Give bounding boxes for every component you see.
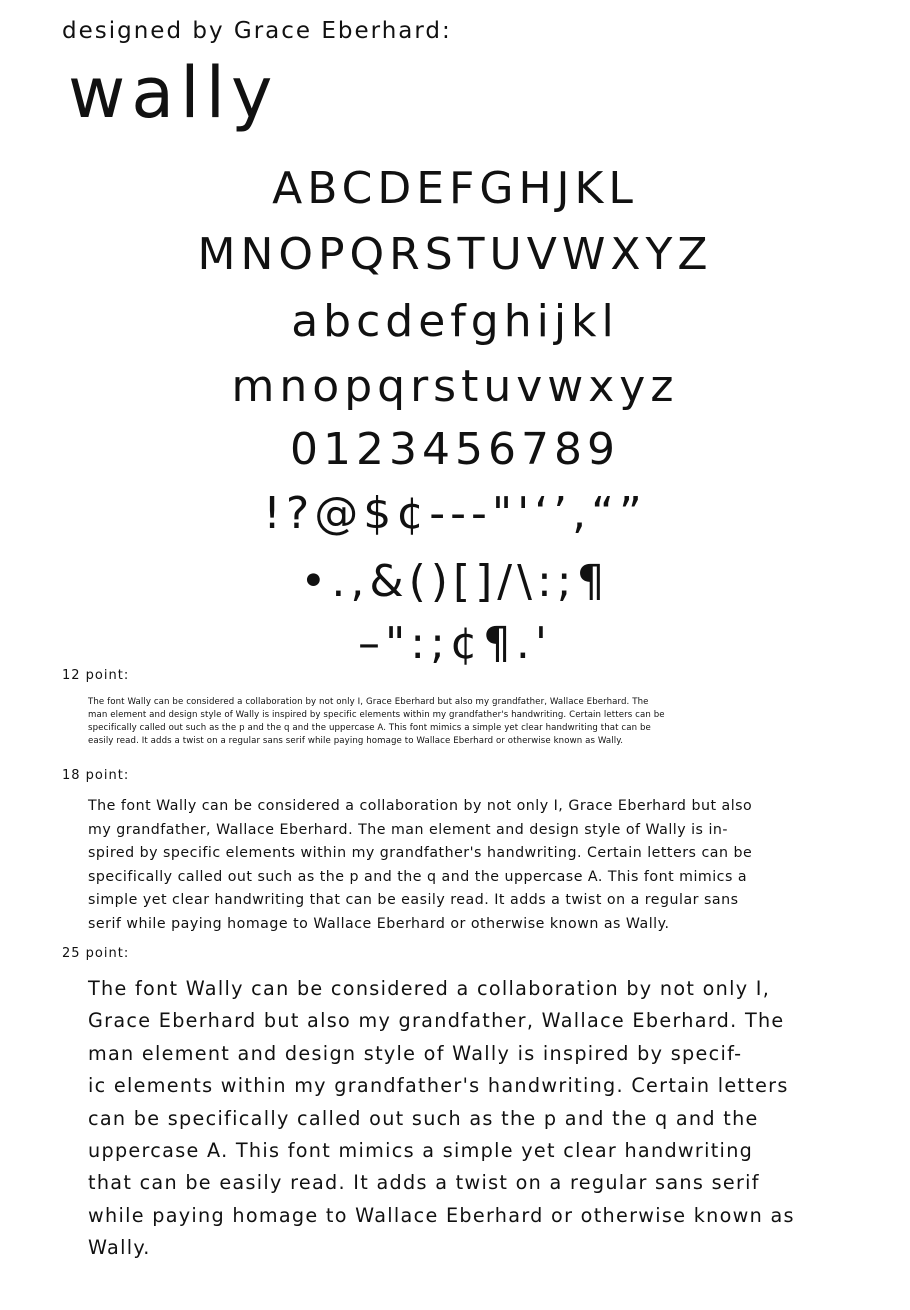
- sample-line: The font Wally can be considered a collaboration by not only I, Grace Eberhard but also my grandfather, Wallace Eberhard. The: [88, 697, 649, 707]
- glyph-row: •.,&()[]/\:;¶: [300, 556, 610, 607]
- sample-line: that can be easily read. It adds a twist on a regular sans serif: [88, 1171, 760, 1195]
- sample-line: specifically called out such as the p and the q and the uppercase A. This font mimics a simple yet clear handwriting that can be: [88, 723, 651, 733]
- sample-line: The font Wally can be considered a collaboration by not only I,: [88, 977, 771, 1000]
- sample-line: serif while paying homage to Wallace Eberhard or otherwise known as Wally.: [88, 915, 670, 932]
- glyph-row: mnopqrstuvwxyz: [231, 361, 679, 412]
- designer-credit: designed by Grace Eberhard:: [62, 18, 452, 44]
- sample-line: The font Wally can be considered a collaboration by not only I, Grace Eberhard but also: [88, 798, 753, 814]
- size-label-25pt: 25 point:: [62, 946, 130, 961]
- sample-line: Grace Eberhard but also my grandfather, Wallace Eberhard. The: [88, 1009, 785, 1033]
- sample-line: while paying homage to Wallace Eberhard or otherwise known as: [88, 1203, 795, 1227]
- font-name-title: wally: [68, 52, 279, 134]
- size-label-12pt: 12 point:: [62, 668, 130, 683]
- glyph-row: ABCDEFGHJKL: [272, 163, 638, 214]
- glyph-row: abcdefghijkl: [291, 296, 619, 347]
- sample-line: specifically called out such as the p and the q and the uppercase A. This font mimics a: [88, 868, 748, 885]
- sample-line: uppercase A. This font mimics a simple yet clear handwriting: [88, 1139, 754, 1163]
- glyph-row: –":;¢¶.': [358, 618, 552, 669]
- sample-line: man element and design style of Wally is inspired by specif-: [88, 1041, 743, 1065]
- sample-line: spired by specific elements within my grandfather's handwriting. Certain letters can be: [88, 845, 753, 862]
- sample-paragraph-12pt: [88, 696, 665, 748]
- sample-line: can be specifically called out such as the p and the q and the: [88, 1106, 759, 1130]
- sample-line: ic elements within my grandfather's handwriting. Certain letters: [88, 1074, 789, 1098]
- sample-line: simple yet clear handwriting that can be easily read. It adds a twist on a regular sans: [88, 892, 739, 909]
- sample-line: man element and design style of Wally is inspired by specific elements within my grandfather's handwriting. Certain letters can be: [88, 710, 665, 720]
- sample-paragraph-25pt: [88, 973, 795, 1265]
- glyph-row: MNOPQRSTUVWXYZ: [197, 229, 713, 280]
- size-label-18pt: 18 point:: [62, 768, 130, 783]
- sample-line: Wally.: [88, 1236, 151, 1260]
- sample-paragraph-18pt: [88, 795, 752, 937]
- glyph-row: !?@$¢---"'‘’,“”: [263, 488, 647, 539]
- sample-line: my grandfather, Wallace Eberhard. The man element and design style of Wally is in-: [88, 821, 729, 838]
- glyph-row: 0123456789: [290, 424, 620, 475]
- sample-line: easily read. It adds a twist on a regular sans serif while paying homage to Wallace Eberhard or otherwise known as Wally.: [88, 736, 624, 746]
